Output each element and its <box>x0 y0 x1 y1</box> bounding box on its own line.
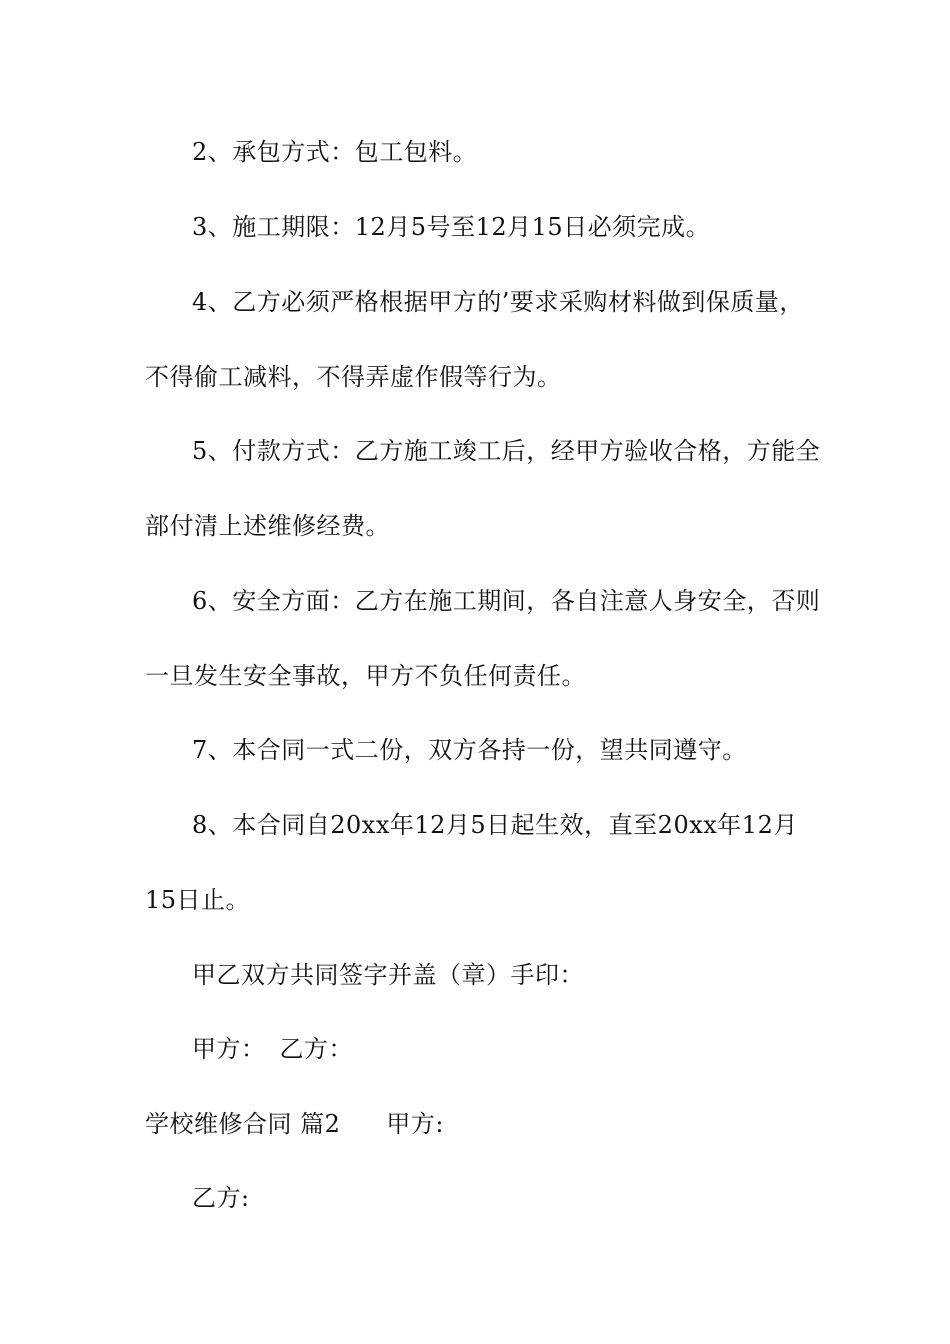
party-b-signature-label: 乙方： <box>279 1035 353 1063</box>
section-2-party-b-label: 乙方: <box>192 1184 250 1212</box>
clause-4-line-2: 不得偷工减料，不得弄虚作假等行为。 <box>145 363 562 391</box>
signature-instruction: 甲乙双方共同签字并盖（章）手印： <box>192 961 584 989</box>
clause-4-line-1: 4、乙方必须严格根据甲方的’要求采购材料做到保质量， <box>192 288 804 316</box>
section-2-part: 篇2 <box>300 1110 341 1138</box>
section-2-heading-row <box>145 1109 815 1139</box>
clause-6-line-2: 一旦发生安全事故，甲方不负任何责任。 <box>145 662 586 690</box>
clause-6-line-1: 6、安全方面：乙方在施工期间，各自注意人身安全，否则 <box>192 587 821 615</box>
clause-5-line-2: 部付清上述维修经费。 <box>145 512 390 540</box>
party-a-signature-label: 甲方： <box>192 1035 266 1063</box>
section-2-party-a-label: 甲方: <box>386 1110 445 1138</box>
signature-row <box>192 1034 862 1064</box>
clause-8-line-1: 8、本合同自20xx年12月5日起生效，直至20xx年12月 <box>192 811 798 839</box>
clause-7: 7、本合同一式二份，双方各持一份，望共同遵守。 <box>192 736 747 764</box>
clause-5-line-1: 5、付款方式：乙方施工竣工后，经甲方验收合格，方能全 <box>192 437 821 465</box>
clause-8-line-2: 15日止。 <box>145 886 251 914</box>
clause-2: 2、承包方式：包工包料。 <box>192 138 478 166</box>
clause-3: 3、施工期限：12月5号至12月15日必须完成。 <box>192 213 711 241</box>
section-2-title: 学校维修合同 <box>145 1110 292 1138</box>
